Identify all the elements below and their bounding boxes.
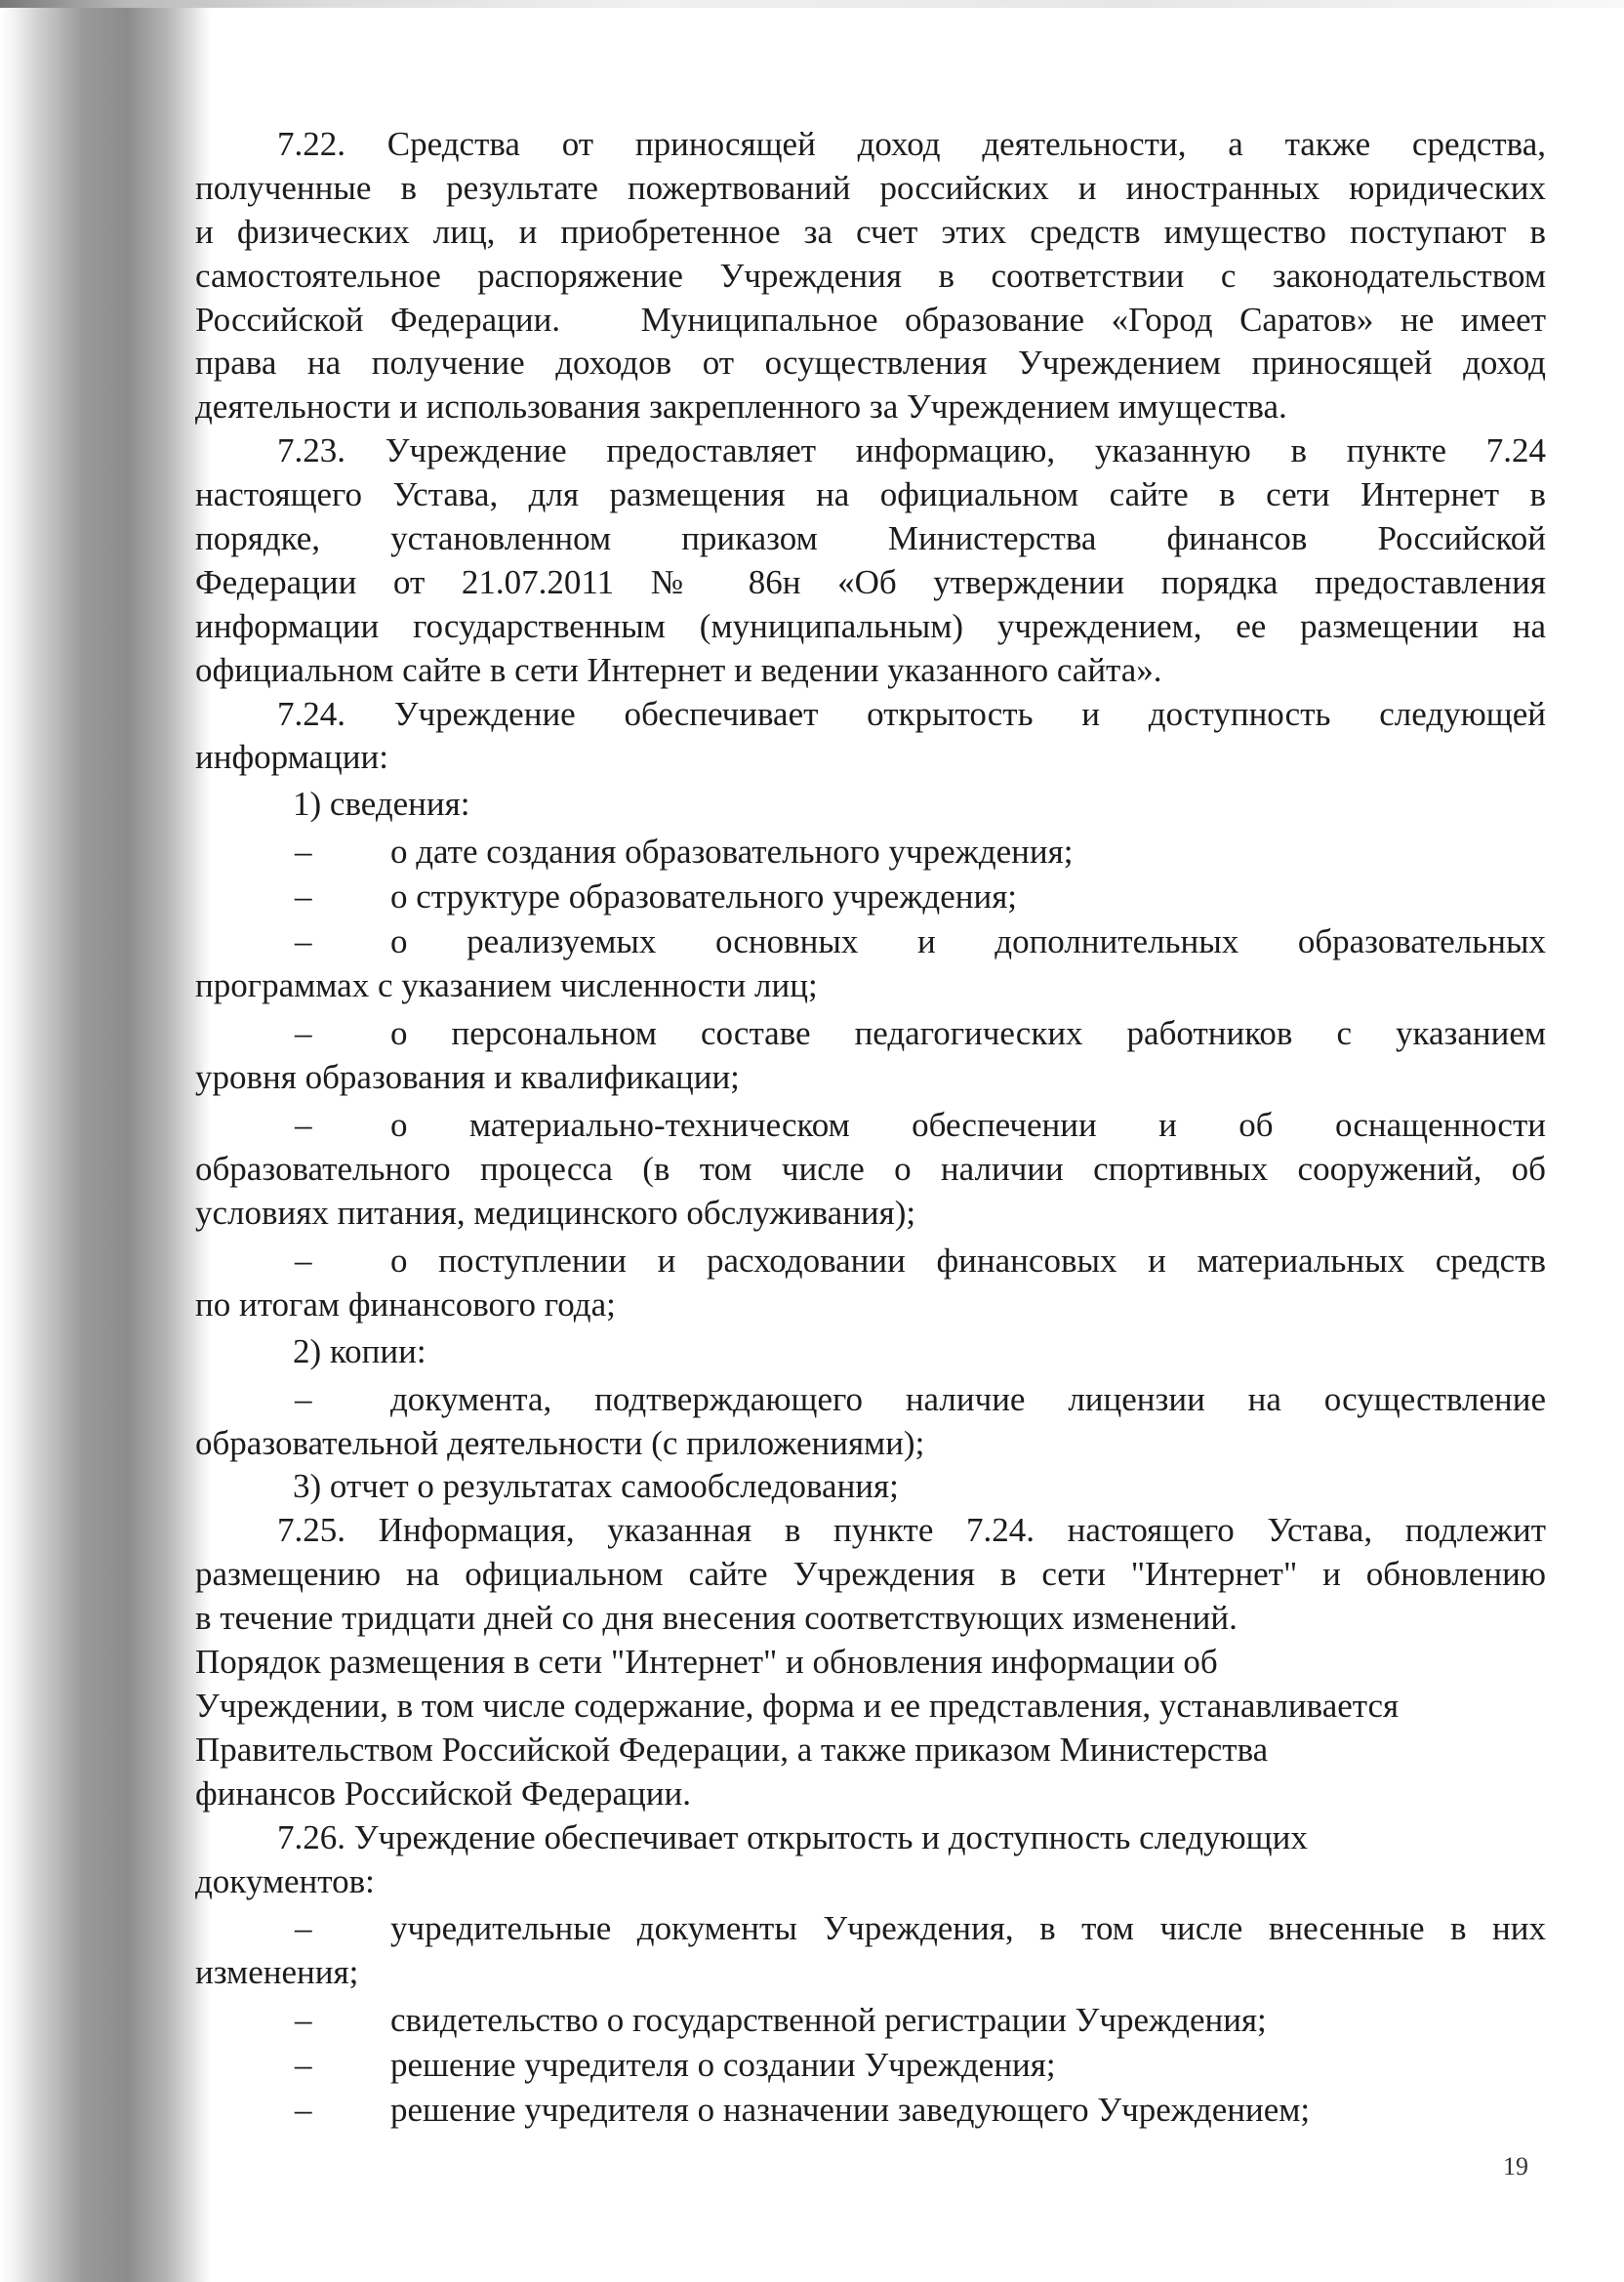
subsection-heading: 3) отчет о результатах самообследования; — [293, 1467, 899, 1506]
page-number: 19 — [1503, 2152, 1528, 2180]
text-line: Российской Федерации. Муниципальное образование «Город Саратов» не имеет — [195, 300, 1546, 339]
list-item-text: о поступлении и расходовании финансовых и материальных средств — [390, 1241, 1546, 1280]
list-item — [195, 830, 1546, 875]
dash-marker: – — [295, 1379, 312, 1418]
list-item-text: свидетельство о государственной регистрации Учреждения; — [390, 2001, 1267, 2040]
text-line: уровня образования и квалификации; — [195, 1058, 740, 1097]
text-line: по итогам финансового года; — [195, 1284, 616, 1324]
list-item — [195, 1377, 1546, 1422]
list-item — [195, 2088, 1546, 2133]
text-line: официальном сайте в сети Интернет и ведении указанного сайта». — [195, 650, 1162, 689]
text-line: и физических лиц, и приобретенное за счет этих средств имущество поступают в — [195, 212, 1546, 251]
text-line: в течение тридцати дней со дня внесения соответствующих изменений. — [195, 1599, 1238, 1638]
scan-top-edge — [0, 0, 1624, 8]
list-item-text: о материально-техническом обеспечении и об оснащенности — [390, 1106, 1546, 1145]
list-item-text: о структуре образовательного учреждения; — [390, 877, 1018, 917]
text-line: программах с указанием численности лиц; — [195, 966, 818, 1005]
list-item-text: решение учредителя о назначении заведующего Учреждением; — [390, 2091, 1311, 2130]
text-line: 7.23. Учреждение предоставляет информацию, указанную в пункте 7.24 — [277, 431, 1546, 470]
subsection-heading: 1) сведения: — [293, 785, 470, 824]
dash-marker: – — [295, 922, 312, 961]
text-line: настоящего Устава, для размещения на официальном сайте в сети Интернет в — [195, 475, 1546, 514]
list-item — [195, 1906, 1546, 1951]
text-line: образовательного процесса (в том числе о наличии спортивных сооружений, об — [195, 1150, 1546, 1189]
list-item — [195, 1239, 1546, 1284]
text-line: Правительством Российской Федерации, а также приказом Министерства — [195, 1730, 1269, 1769]
text-line: Порядок размещения в сети "Интернет" и обновления информации об — [195, 1643, 1218, 1682]
list-item-text: о персональном составе педагогических работников с указанием — [390, 1014, 1546, 1053]
paragraph-7-22 — [195, 123, 1546, 429]
text-line: 7.26. Учреждение обеспечивает открытость и доступность следующих — [277, 1817, 1308, 1856]
text-line: Учреждении, в том числе содержание, форма и ее представления, устанавливается — [195, 1686, 1400, 1725]
text-line: информации государственным (муниципальным) учреждением, ее размещении на — [195, 606, 1546, 645]
list-item — [195, 919, 1546, 964]
list-item-text: учредительные документы Учреждения, в том числе внесенные в них — [390, 1909, 1546, 1948]
text-line: деятельности и использования закрепленного за Учреждением имущества. — [195, 387, 1287, 427]
dash-marker: – — [295, 2091, 312, 2130]
text-line: 7.22. Средства от приносящей доход деятельности, а также средства, — [277, 125, 1546, 163]
subsection-heading: 2) копии: — [293, 1331, 426, 1370]
text-line: образовательной деятельности (с приложениями); — [195, 1423, 925, 1462]
list-item — [195, 1103, 1546, 1148]
text-line: информации: — [195, 738, 388, 777]
dash-marker: – — [295, 1106, 312, 1145]
list-item-text: о дате создания образовательного учреждения; — [390, 833, 1074, 872]
dash-marker: – — [295, 833, 312, 872]
paragraph-7-25 — [195, 1509, 1546, 1815]
text-line: финансов Российской Федерации. — [195, 1773, 691, 1813]
paragraph-7-23 — [195, 429, 1546, 692]
paragraph-7-24 — [195, 693, 1546, 1510]
text-line: самостоятельное распоряжение Учреждения в соответствии с законодательством — [195, 256, 1546, 295]
document-body — [195, 123, 1546, 2133]
text-line: Федерации от 21.07.2011 № 86н «Об утверждении порядка предоставления — [195, 562, 1546, 601]
text-line: размещению на официальном сайте Учреждения в сети "Интернет" и обновлению — [195, 1555, 1546, 1594]
text-line: документов: — [195, 1861, 375, 1900]
list-item — [195, 875, 1546, 919]
dash-marker: – — [295, 877, 312, 917]
paragraph-7-26 — [195, 1816, 1546, 2134]
list-item-text: о реализуемых основных и дополнительных образовательных — [390, 922, 1546, 961]
text-line: условиях питания, медицинского обслуживания); — [195, 1193, 916, 1232]
text-line: 7.25. Информация, указанная в пункте 7.24. настоящего Устава, подлежит — [277, 1511, 1546, 1550]
text-line: права на получение доходов от осуществления Учреждением приносящей доход — [195, 344, 1546, 383]
text-line: порядке, установленном приказом Министерства финансов Российской — [195, 519, 1546, 558]
text-line: 7.24. Учреждение обеспечивает открытость и доступность следующей — [277, 694, 1546, 733]
dash-marker: – — [295, 1241, 312, 1280]
list-item — [195, 2043, 1546, 2088]
scan-edge-shadow — [0, 0, 210, 2282]
list-item-text: документа, подтверждающего наличие лицензии на осуществление — [390, 1379, 1546, 1418]
text-line: изменения; — [195, 1953, 359, 1992]
text-line: полученные в результате пожертвований российских и иностранных юридических — [195, 168, 1546, 207]
list-item — [195, 1011, 1546, 1056]
dash-marker: – — [295, 1909, 312, 1948]
list-item — [195, 1998, 1546, 2043]
list-item-text: решение учредителя о создании Учреждения; — [390, 2046, 1056, 2085]
dash-marker: – — [295, 2001, 312, 2040]
dash-marker: – — [295, 1014, 312, 1053]
dash-marker: – — [295, 2046, 312, 2085]
